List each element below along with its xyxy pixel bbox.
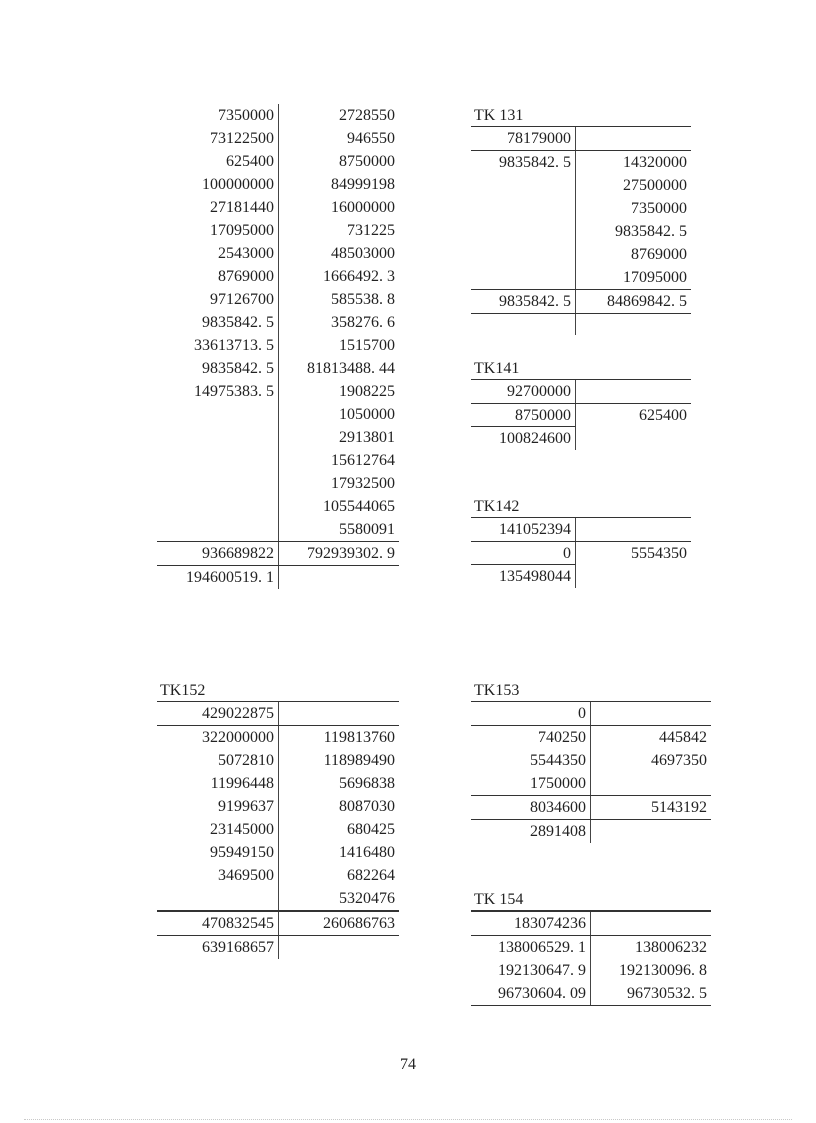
ledger-cell-credit: 625400	[639, 407, 687, 424]
ledger-cell-credit: 358276. 6	[331, 314, 395, 331]
ledger-cell-debit: 0	[471, 542, 576, 565]
ledger-balance-credit	[576, 314, 691, 335]
ledger-cell-credit: 1416480	[339, 844, 395, 861]
ledger-cell-debit: 625400	[157, 150, 279, 173]
ledger-cell-debit: 9199637	[157, 795, 279, 818]
ledger-cell-debit: 23145000	[157, 818, 279, 841]
ledger-opening-debit: 92700000	[471, 380, 576, 403]
ledger-cell-credit: 192130096. 8	[619, 962, 707, 979]
ledger-tk152	[157, 681, 399, 959]
ledger-cell-debit: 100000000	[157, 173, 279, 196]
ledger-cell-credit: 27500000	[623, 177, 687, 194]
ledger-total-credit: 792939302. 9	[307, 545, 395, 562]
ledger-cell-debit: 9835842. 5	[471, 151, 576, 174]
ledger-total-credit: 5143192	[651, 799, 707, 816]
ledger-cell-credit: 7350000	[631, 200, 687, 217]
ledger-cell-credit: 1050000	[339, 406, 395, 423]
ledger-total-row	[471, 290, 691, 314]
ledger-title: TK153	[471, 681, 711, 702]
ledger-tk141	[471, 359, 691, 450]
ledger-cell-debit: 11996448	[157, 772, 279, 795]
ledger-cash	[157, 104, 399, 589]
ledger-cell-credit: 1515700	[339, 337, 395, 354]
ledger-opening-debit: 429022875	[157, 702, 279, 725]
ledger-cell-debit: 1750000	[471, 772, 591, 795]
ledger-opening-credit	[576, 380, 691, 403]
ledger-balance-debit: 639168657	[157, 936, 279, 959]
ledger-cell-debit: 14975383. 5	[157, 380, 279, 403]
ledger-cell-debit: 27181440	[157, 196, 279, 219]
ledger-total-row	[157, 910, 399, 936]
ledger-cell-credit: 1666492. 3	[323, 268, 395, 285]
ledger-balance-credit	[591, 820, 711, 843]
ledger-cell-debit: 9835842. 5	[157, 311, 279, 334]
ledger-balance-credit	[576, 565, 691, 588]
ledger-opening-credit	[279, 702, 399, 725]
ledger-balance-credit	[576, 427, 691, 450]
ledger-tk153	[471, 681, 711, 843]
ledger-cell-credit: 680425	[347, 821, 395, 838]
ledger-title: TK 154	[471, 890, 711, 912]
ledger-cell-credit: 946550	[347, 130, 395, 147]
ledger-balance-row	[157, 936, 399, 959]
ledger-balance-row	[471, 565, 691, 588]
ledger-cell-debit: 8769000	[157, 265, 279, 288]
ledger-cell-debit	[157, 495, 279, 518]
ledger-opening-credit	[576, 518, 691, 541]
ledger-total-debit: 936689822	[157, 542, 279, 565]
ledger-cell-debit: 138006529. 1	[471, 936, 591, 959]
ledger-cell-credit: 84999198	[331, 176, 395, 193]
ledger-balance-row	[471, 427, 691, 450]
ledger-balance-debit: 100824600	[471, 427, 576, 450]
ledger-cell-debit: 95949150	[157, 841, 279, 864]
ledger-tk142	[471, 497, 691, 588]
ledger-total-credit: 84869842. 5	[607, 293, 687, 310]
ledger-title: TK 131	[471, 106, 691, 127]
ledger-cell-debit: 5544350	[471, 749, 591, 772]
ledger-cell-credit: 8769000	[631, 246, 687, 263]
ledger-cell-debit: 8750000	[471, 404, 576, 427]
ledger-cell-credit: 15612764	[331, 452, 395, 469]
ledger-cell-debit	[471, 243, 576, 266]
ledger-cell-credit: 731225	[347, 222, 395, 239]
ledger-balance-credit	[279, 936, 399, 959]
page-number: 74	[400, 1056, 416, 1073]
ledger-cell-credit: 4697350	[651, 752, 707, 769]
ledger-cell-credit: 445842	[659, 729, 707, 746]
ledger-cell-credit: 2913801	[339, 429, 395, 446]
ledger-total-row	[471, 796, 711, 820]
ledger-cell-debit: 17095000	[157, 219, 279, 242]
ledger-cell-credit: 2728550	[339, 107, 395, 124]
ledger-cell-credit: 5554350	[631, 545, 687, 562]
ledger-cell-credit: 5320476	[339, 890, 395, 907]
ledger-cell-debit	[471, 174, 576, 197]
ledger-opening-credit	[591, 912, 711, 935]
ledger-cell-credit: 585538. 8	[331, 291, 395, 308]
ledger-total-row	[157, 541, 399, 566]
ledger-cell-credit: 138006232	[635, 939, 707, 956]
ledger-tk154	[471, 890, 711, 1006]
ledger-opening-credit	[591, 702, 711, 725]
ledger-cell-credit: 8750000	[339, 153, 395, 170]
ledger-opening-debit: 141052394	[471, 518, 576, 541]
ledger-title: TK142	[471, 497, 691, 518]
ledger-cell-credit: 17095000	[623, 269, 687, 286]
footer-divider	[24, 1119, 792, 1120]
ledger-cell-debit: 192130647. 9	[471, 959, 591, 982]
ledger-cell-credit: 5580091	[339, 521, 395, 538]
ledger-cell-debit: 3469500	[157, 864, 279, 887]
ledger-cell-credit: 118989490	[323, 752, 395, 769]
ledger-cell-debit: 97126700	[157, 288, 279, 311]
ledger-cell-debit: 5072810	[157, 749, 279, 772]
ledger-balance-debit	[471, 314, 576, 335]
ledger-total-debit: 8034600	[471, 796, 591, 819]
ledger-total-debit: 9835842. 5	[471, 290, 576, 313]
ledger-cell-credit: 96730532. 5	[627, 985, 707, 1002]
ledger-cell-credit	[591, 772, 711, 795]
ledger-cell-credit: 17932500	[331, 475, 395, 492]
ledger-cell-debit	[157, 887, 279, 910]
ledger-body	[157, 104, 399, 589]
ledger-balance-debit: 194600519. 1	[157, 566, 279, 589]
ledger-title: TK141	[471, 359, 691, 380]
ledger-cell-debit	[471, 266, 576, 289]
ledger-opening-debit: 78179000	[471, 127, 576, 150]
ledger-cell-debit	[157, 403, 279, 426]
ledger-cell-debit: 7350000	[157, 104, 279, 127]
ledger-tk131	[471, 106, 691, 335]
ledger-cell-debit: 740250	[471, 726, 591, 749]
ledger-cell-debit	[471, 197, 576, 220]
ledger-opening-credit	[576, 127, 691, 150]
ledger-title: TK152	[157, 681, 399, 702]
ledger-cell-credit: 8087030	[339, 798, 395, 815]
ledger-balance-row	[471, 820, 711, 843]
ledger-cell-credit: 14320000	[623, 154, 687, 171]
ledger-balance-row	[471, 314, 691, 335]
ledger-cell-credit: 682264	[347, 867, 395, 884]
ledger-cell-credit: 48503000	[331, 245, 395, 262]
ledger-cell-credit: 9835842. 5	[615, 223, 687, 240]
ledger-cell-debit: 2543000	[157, 242, 279, 265]
ledger-balance-credit	[279, 566, 399, 589]
ledger-opening-debit: 183074236	[471, 912, 591, 935]
ledger-cell-debit	[157, 518, 279, 541]
ledger-balance-debit: 135498044	[471, 565, 576, 588]
ledger-cell-debit: 33613713. 5	[157, 334, 279, 357]
ledger-cell-debit: 96730604. 09	[471, 982, 591, 1005]
ledger-cell-debit	[157, 426, 279, 449]
ledger-cell-credit: 119813760	[323, 729, 395, 746]
ledger-total-credit: 260686763	[323, 915, 395, 932]
ledger-cell-debit	[157, 449, 279, 472]
ledger-balance-row	[157, 566, 399, 589]
ledger-balance-debit: 2891408	[471, 820, 591, 843]
ledger-cell-debit	[471, 220, 576, 243]
ledger-cell-credit: 5696838	[339, 775, 395, 792]
ledger-cell-credit: 81813488. 44	[307, 360, 395, 377]
ledger-cell-credit: 1908225	[339, 383, 395, 400]
ledger-cell-credit: 105544065	[323, 498, 395, 515]
ledger-opening-debit: 0	[471, 702, 591, 725]
ledger-cell-debit: 9835842. 5	[157, 357, 279, 380]
ledger-cell-credit: 16000000	[331, 199, 395, 216]
ledger-total-debit: 470832545	[157, 912, 279, 935]
ledger-cell-debit	[157, 472, 279, 495]
ledger-cell-debit: 322000000	[157, 726, 279, 749]
ledger-cell-debit: 73122500	[157, 127, 279, 150]
